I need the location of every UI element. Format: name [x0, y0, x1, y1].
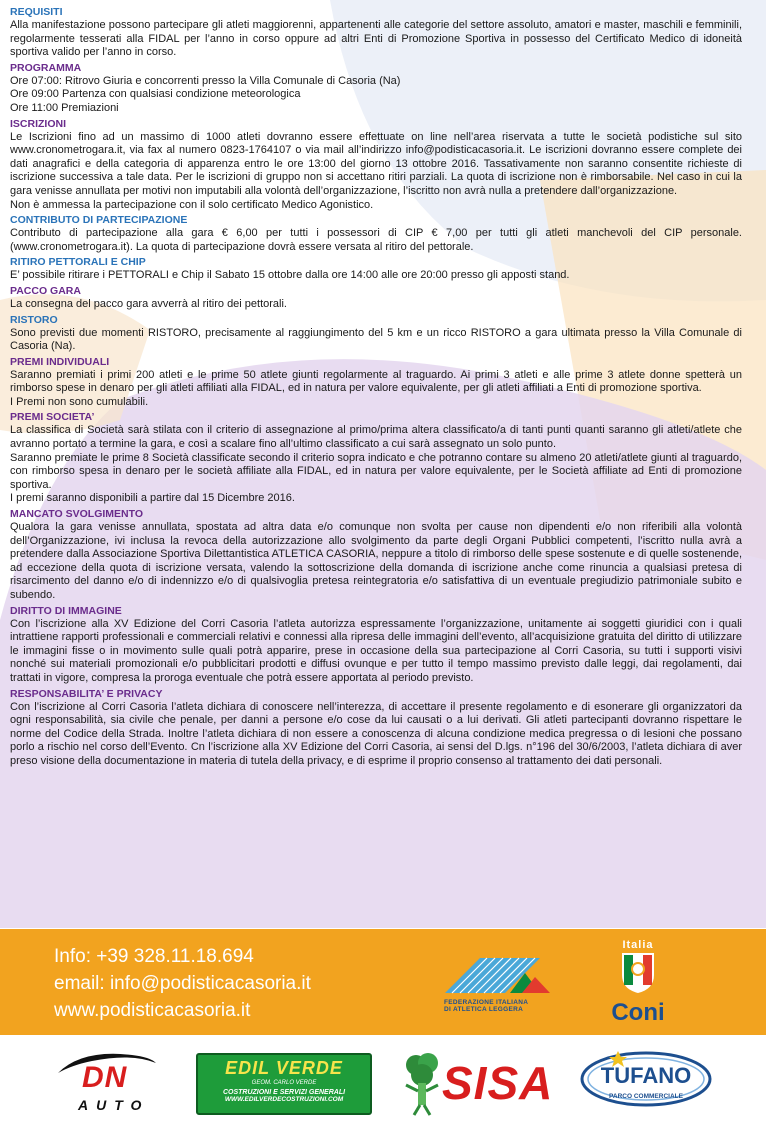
sisa-logo-text: SISA [442, 1057, 554, 1109]
paragraph: Non è ammessa la partecipazione con il solo certificato Medico Agonistico. [10, 198, 374, 211]
tufano-logo-text: TUFANO [600, 1063, 692, 1088]
fidal-name: FEDERAZIONE ITALIANA DI ATLETICA LEGGERA [444, 999, 529, 1013]
coni-italia-label: Italia [622, 939, 654, 951]
broccoli-mascot-icon [402, 1051, 442, 1117]
paragraph: Saranno premiate le prime 8 Società classificate secondo il criterio sopra indicato e che potranno contare su almeno 20 atleti/atlete giunti al traguardo, con rimborso spesa in denaro per le società affiliate alla FIDAL, ed in natura per valore equivalente, per le Società affiliate ad Enti di promozione sportiva. [10, 451, 742, 491]
paragraph: Ore 07:00: Ritrovo Giuria e concorrenti presso la Villa Comunale di Casoria (Na) [10, 74, 401, 87]
email-info[interactable]: email: info@podisticacasoria.it [54, 973, 311, 994]
paragraph: Contributo di partecipazione alla gara € 6,00 per tutti i possessori di CIP € 7,00 per tutti gli atleti manchevoli del CIP personale. (www.cronometrogara.it). La quota di partecipazione dovrà essere versata al ritiro del pettorale. [10, 227, 742, 253]
edil-verde-tagline: COSTRUZIONI E SERVIZI GENERALI [222, 1089, 346, 1096]
tufano-logo [578, 1049, 714, 1119]
dn-auto-logo [52, 1047, 160, 1113]
sponsors-bar [0, 1035, 766, 1124]
section-body [10, 369, 742, 410]
edil-verde-website[interactable]: WWW.EDILVERDECOSTRUZIONI.COM [224, 1096, 344, 1103]
section-body [10, 75, 742, 116]
paragraph: Le Iscrizioni fino ad un massimo di 1000 atleti dovranno essere effettuate on line nell’area riservata a tutte le società podistiche sul sito www.cronometrogara.it, via fax al numero 0823-1764107 o via mail all’indirizzo info@podisticacasoria.it. Le iscrizioni dovranno essere complete dei dati anagrafici e della categoria di apparenza entro le ore 13:00 del giorno 13 ottobre 2016. Tassativamente non saranno consentite richieste di iscrizione successiva a tale data. Per le iscrizioni di gruppo non si accettano ritiri parziali. La quota di iscrizione non è rimborsabile. Nel caso in cui la gara venisse annullata per motivi non imputabili alla volontà dell’organizzazione, l’iscritto non avrà nulla a pretendere dall’organizzazione. [10, 130, 742, 197]
section-heading: RESPONSABILITA’ E PRIVACY [10, 687, 163, 700]
section-heading: PACCO GARA [10, 284, 81, 297]
edil-verde-logo [196, 1053, 372, 1115]
auto-logo-text: AUTO [78, 1097, 150, 1113]
paragraph: Qualora la gara venisse annullata, spostata ad altra data e/o comunque non svolta per cause non dipendenti e/o non riferibili alla volontà dell’Organizzazione, ivi inclusa la revoca della autorizzazione allo svolgimento da parte degli Organi Pubblici competenti, l’iscritto nulla avrà a pretendere dalla Associazione Sportiva Dilettantistica ATLETICA CASORIA, neppure a titolo di rimborso delle spese sostenute e di quelle sostenende, ad eccezione della quota di iscrizione versata, valendo la sottoscrizione della domanda di iscrizione anche come rinuncia a qualsiasi pretesa di risarcimento del danno e/o di indennizzo e/o di qualsivoglia pretesa reintegratoria e/o satisfattiva di un eventuale pregiudizio patrimoniale subito e subendo. [10, 521, 742, 601]
paragraph: La classifica di Società sarà stilata con il criterio di assegnazione al primo/prima altera classificato/a di tanti punti quanti saranno gli atleti/atlete che avranno portato a termine la gara, e così a scalare fino all’ultimo classificato a cui sarà assegnato un solo punto. [10, 424, 742, 451]
section-body [10, 701, 742, 769]
section-heading: PROGRAMMA [10, 61, 82, 74]
contact-footer [0, 929, 766, 1035]
section-heading: RITIRO PETTORALI E CHIP [10, 256, 146, 269]
section-body [10, 327, 742, 354]
paragraph: I Premi non sono cumulabili. [10, 395, 149, 408]
coni-shield-icon [600, 951, 676, 995]
section-heading: DIRITTO DI IMMAGINE [10, 604, 122, 617]
website-info[interactable]: www.podisticacasoria.it [54, 1000, 251, 1021]
tufano-subtitle: PARCO COMMERCIALE [609, 1093, 683, 1100]
contact-info [54, 943, 311, 1024]
paragraph: I premi saranno disponibili a partire dal 15 Dicembre 2016. [10, 492, 295, 505]
paragraph: La consegna del pacco gara avverrà al ritiro dei pettorali. [10, 297, 287, 310]
paragraph: Con l’iscrizione alla XV Edizione del Corri Casoria l’atleta autorizza espressamente l’organizzazione, unitamente ai soggetti giuridici con i quali intrattiene rapporti professionali e commerciali relativi e connessi alla ripresa delle immagini dell’evento, all’acquisizione gratuita del diritto di utilizzare le immagini fisse o in movimento sulle quali potrà apparire, prese in occasione della sua partecipazione al Corri Casoria, su tutti i supporti visivi nonché sui materiali promozionali e/o pubblicitari prodotti e diffusi ovunque e per tutto il tempo massimo previsto dalle leggi, dai regolamenti, dai trattati in vigore, compresa la proroga eventuale che potrà essere apportata al periodo previsto. [10, 617, 742, 684]
section-body [10, 269, 742, 283]
section-heading: MANCATO SVOLGIMENTO [10, 508, 144, 521]
section-heading: RISTORO [10, 313, 58, 326]
coni-logo [600, 939, 676, 1031]
edil-verde-owner: GEOM. CARLO VERDE [251, 1080, 317, 1086]
dn-logo-text: DN [82, 1061, 128, 1094]
paragraph: Saranno premiati i primi 200 atleti e le prime 50 atlete giunti regolarmente al traguardo. Ai primi 3 atleti e alle prime 3 atlete donne spetterà un rimborso spese in denaro per gli atleti affiliati alla FIDAL, ed in natura per valore equivalente, per gli atleti affiliati a Enti di promozione sportiva. [10, 368, 742, 395]
section-body [10, 298, 742, 312]
section-heading: ISCRIZIONI [10, 117, 67, 130]
section-body [10, 131, 742, 213]
section-body [10, 618, 742, 686]
paragraph: Alla manifestazione possono partecipare gli atleti maggiorenni, appartenenti alle categorie del settore assoluto, amatori e master, maschili e femminili, regolarmente tesserati alla FIDAL per l’anno in corso oppure ad altri Enti di Promozione Sportiva in possesso del Certificato Medico di idoneità sportiva valido per l’anno in corso. [10, 19, 742, 59]
coni-name: Coni [611, 999, 665, 1026]
edil-verde-name: EDIL VERDE [225, 1058, 343, 1078]
paragraph: Sono previsti due momenti RISTORO, precisamente al raggiungimento del 5 km e un ricco RISTORO a gara ultimata presso la Villa Comunale di Casoria (Na). [10, 326, 742, 353]
paragraph: E’ possibile ritirare i PETTORALI e Chip il Sabato 15 ottobre dalla ore 14:00 alle ore 20:00 presso gli apposti stand. [10, 269, 570, 282]
section-body [10, 521, 742, 603]
regulations-text [10, 4, 742, 769]
section-heading: PREMI SOCIETA’ [10, 411, 95, 424]
sisa-logo [402, 1047, 570, 1119]
section-body [10, 227, 742, 254]
paragraph: Con l’iscrizione al Corri Casoria l’atleta dichiara di conoscere nell’interezza, di accettare il presente regolamento e di esonerare gli organizzatori da ogni responsabilità, sia civile che penale, per danni a persone e/o cose da lui causati o a lui derivati. Gli atleti partecipanti dovranno rispettare le norme del Codice della Strada. Inoltre l’atleta dichiara di non essere a conoscenza di alcuna condizione medica pregressa o di lesioni che possano porlo a rischio nel corso dell’Evento. Cn l’iscrizione alla XV Edizione del Corri Casoria, ai sensi del D.lgs. n°196 del 30/6/2003, l’atleta dichiara di aver preso visione della documentazione in materia di tutela della privacy, e di esprime il proprio consenso al trattamento dei dati personali. [10, 700, 742, 767]
phone-info: Info: +39 328.11.18.694 [54, 946, 254, 967]
section-heading: CONTRIBUTO DI PARTECIPAZIONE [10, 214, 188, 227]
section-body [10, 19, 742, 60]
section-body [10, 424, 742, 506]
paragraph: Ore 11:00 Premiazioni [10, 101, 119, 114]
section-heading: PREMI INDIVIDUALI [10, 355, 110, 368]
section-heading: REQUISITI [10, 6, 63, 18]
paragraph: Ore 09:00 Partenza con qualsiasi condizione meteorologica [10, 88, 301, 101]
